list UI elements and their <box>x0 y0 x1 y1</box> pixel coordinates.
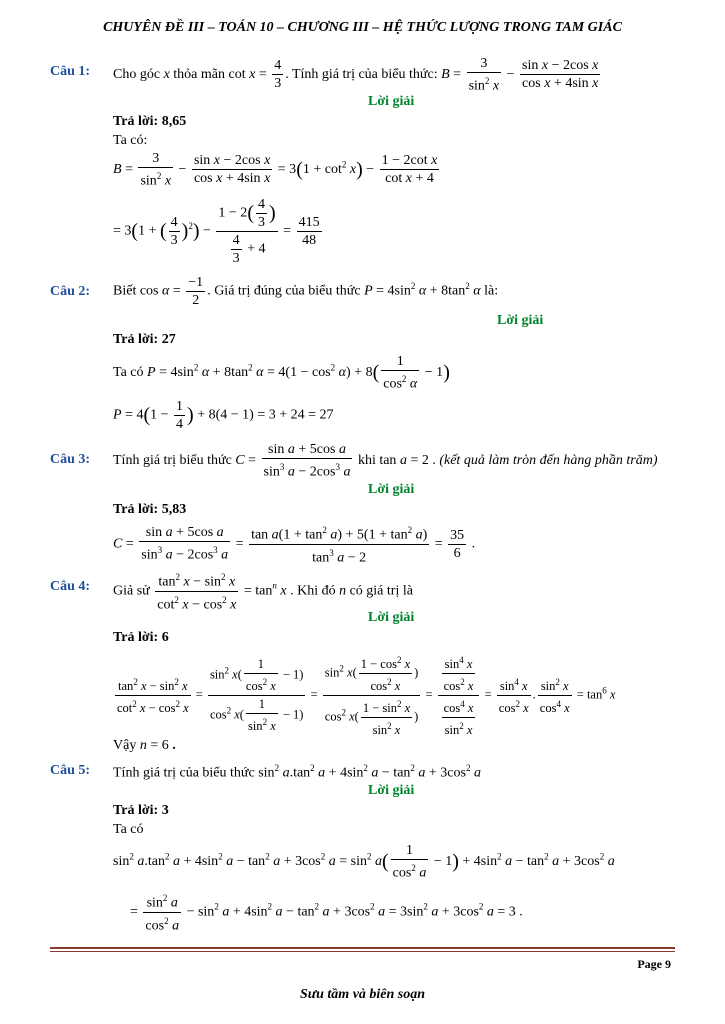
answer-2: Trả lời: 27 <box>113 332 176 347</box>
equation-1b: = 3(1 + ( $\frac{4}{3}$ )$^2$) − 1 − 2( $\frac{4}{3}$ ) $\frac{4}{3}$ + 4 = $\frac{415}{48}$ <box>113 197 320 266</box>
equation-2b: P = 4(1 − $\frac{1}{4}$ ) + 8(4 − 1) = 3 + 24 = 27 <box>113 399 334 432</box>
answer-3: Trả lời: 5,83 <box>113 502 187 517</box>
intro-5: Ta có <box>113 822 144 837</box>
solution-label-3: Lời giải <box>368 482 415 497</box>
answer-4: Trả lời: 6 <box>113 630 169 645</box>
question-3-prompt: Tính giá trị biểu thức C = $\frac{\text{sin a + 5cos a}}{\sin^3 a - 2\cos^3 a}$ khi tan a = 2 . (kết quả làm tròn đến hàng phần trăm) <box>113 442 658 480</box>
question-2-label: Câu 2: <box>50 284 91 299</box>
question-1-prompt: Cho góc x thỏa mãn cot x = $\frac{4}{3}$ . Tính giá trị của biểu thức: B = $\frac{3}{\sin^2 x}$ − $\frac{\text{sin x − 2cos x}}{\text{cos x + 4sin x}}$ <box>113 56 599 94</box>
question-2-prompt: Biết cos α = $\frac{-1}{2}$ . Giá trị đúng của biểu thức $P = 4\sin^2$ $\alpha + 8\tan^2$ α là: <box>113 275 499 308</box>
equation-3: C = $\frac{\text{sin a + 5cos a}}{\sin^3 a - 2\cos^3 a}$ = $\frac{\tan a(1 + \tan^2 a) + 5(1 + \tan^2 a)}{\tan^3 a - 2}$ = $\frac{35}{6}$ . <box>113 522 475 566</box>
conclusion-4: Vậy n = 6 . <box>113 738 176 753</box>
answer-1: Trả lời: 8,65 <box>113 114 187 129</box>
question-3-label: Câu 3: <box>50 452 91 467</box>
solution-label-2: Lời giải <box>497 313 544 328</box>
solution-label-4: Lời giải <box>368 610 415 625</box>
equation-2a: Ta có $P = 4\sin^2$ $\alpha + 8\tan^2$ $\alpha = 4(1 - \cos^2 \alpha) + 8$( $\frac{1}{\cos^2 \alpha}$ − 1) <box>113 354 450 392</box>
question-1-label: Câu 1: <box>50 64 91 79</box>
equation-1a: B = $\frac{3}{\sin^2 x}$ − $\frac{\text{sin x − 2cos x}}{\text{cos x + 4sin x}}$ = $3(1 + \cot^2 x)$ − $\frac{\text{1 − 2cot x}}{\text{cot x + 4}}$ <box>113 151 438 189</box>
question-5-prompt: Tính giá trị của biểu thức $\sin^2 a.\tan^2$ $a + 4\sin^2$ $a - \tan^2 a + 3\cos^2$ a <box>113 763 481 781</box>
equation-5a: $\sin^2 a.\tan^2$ $a + 4\sin^2$ $a - \tan^2 a + 3\cos^2$ $a = \sin^2 a$( $\frac{1}{\cos^2 a}$ − $1) + 4\sin^2$ $a - \tan^2 a + 3\cos^2$ a <box>113 843 615 881</box>
question-4-label: Câu 4: <box>50 579 91 594</box>
page-number: Page 9 <box>637 957 671 971</box>
solution-label-5: Lời giải <box>368 783 415 798</box>
equation-5b: = $\frac{\sin^2 a}{\cos^2 a}$ − $\sin^2 a + 4\sin^2$ $a - \tan^2 a + 3\cos^2$ $a = 3\sin^2$ $a + 3\cos^2$ a = 3 . <box>130 890 523 934</box>
intro-1: Ta có: <box>113 133 148 148</box>
equation-4: $\frac{\tan^2 x - \sin^2 x}{\cot^2 x - \cos^2 x}$ = $\sin^2 x$( $\frac{1}{\cos^2 x}$ − 1) $\cos^2 x$( $\frac{1}{\sin^2 x}$ − 1) = $\sin^2 x$( $\frac{1 - \cos^2 x}{\cos^2 x}$ ) $\cos^2 x$( $\frac{1 - \sin^2 x}{\sin^2 x}$ ) = $\frac{\frac{\sin^4 x}{\cos^2 x}}{\frac{\cos^4 x}{\sin^2 x}}$ = $\frac{\sin^4 x}{\cos^2 x}$ . $\frac{\sin^2 x}{\cos^4 x}$ = $\tan^6 x$ <box>113 652 615 740</box>
solution-label-1: Lời giải <box>368 94 415 109</box>
question-4-prompt: Giả sử $\frac{\tan^2 x - \sin^2 x}{\cot^2 x - \cos^2 x}$ = $\tan^n x$ . Khi đó n có giá trị là <box>113 569 413 613</box>
page-header: CHUYÊN ĐỀ III – TOÁN 10 – CHƯƠNG III – HỆ THỨC LƯỢNG TRONG TAM GIÁC <box>103 20 622 35</box>
page-footer: Sưu tầm và biên soạn <box>299 987 426 1002</box>
footer-rule-thin <box>50 951 675 952</box>
footer-rule <box>50 947 675 949</box>
question-5-label: Câu 5: <box>50 763 91 778</box>
answer-5: Trả lời: 3 <box>113 803 169 818</box>
